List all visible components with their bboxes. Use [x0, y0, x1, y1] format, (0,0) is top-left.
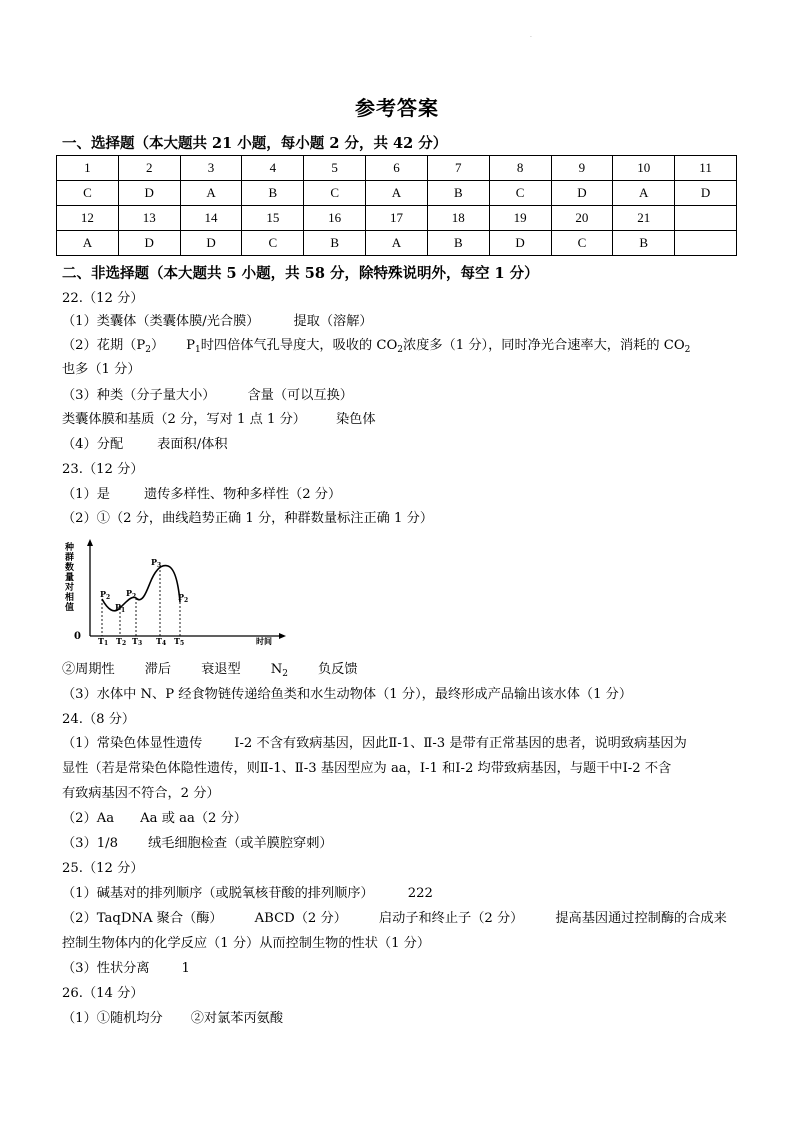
table-cell: D [551, 181, 613, 206]
point-label: $P_3$ [151, 557, 162, 569]
q22-l2b-text: 时四倍体气孔导度大，吸收的 CO [200, 338, 398, 353]
q22-l3a: （3）种类（分子量大小） [62, 388, 216, 403]
q26-l1a: （1）①随机均分 [62, 1011, 163, 1026]
q25-l4b: 1 [181, 961, 190, 976]
table-cell: 11 [675, 156, 737, 181]
table-row [57, 156, 737, 181]
table-cell: A [180, 181, 242, 206]
y-label-char: 相 [65, 593, 75, 603]
tick-label: T3 [132, 636, 143, 646]
tick-label: T4 [156, 636, 167, 646]
q24-header: 24.（8 分） [62, 712, 136, 727]
q22-l1b: 提取（溶解） [293, 314, 373, 329]
table-cell: A [57, 231, 119, 256]
y-label-char: 对 [65, 583, 75, 593]
q22-line5 [62, 436, 228, 454]
page-mark: · [530, 34, 532, 41]
q22-header: 22.（12 分） [62, 291, 144, 306]
q25-l2a: （2）TaqDNA 聚合（酶） [62, 911, 223, 926]
q24-line3: 有致病基因不符合，2 分） [62, 786, 220, 801]
table-cell: B [242, 181, 304, 206]
q26-line1 [62, 1010, 283, 1028]
q25-line1 [62, 885, 433, 903]
q25-l1b: 222 [407, 886, 433, 901]
q22-l1a: （1）类囊体（类囊体膜/光合膜） [62, 314, 260, 329]
q25-l4a: （3）性状分离 [62, 961, 150, 976]
q22-l4b: 染色体 [335, 412, 376, 427]
table-cell: 4 [242, 156, 304, 181]
table-cell: 16 [304, 206, 366, 231]
q24-line2: 显性（若是常染色体隐性遗传，则Ⅱ-1、Ⅱ-3 基因型应为 aa，Ⅰ-1 和Ⅰ-2 均带致病基因，与题干中Ⅰ-2 不含 [62, 761, 672, 776]
q22-l5b: 表面积/体积 [157, 437, 228, 452]
y-label-char: 种 [65, 543, 75, 553]
q22-l2c: 也多（1 分） [62, 362, 141, 377]
q23-line4: （3）水体中 N、P 经食物链传递给鱼类和水生动物体（1 分），最终形成产品输出该水体（1 分） [62, 687, 633, 702]
table-row [57, 181, 737, 206]
tick-label: T2 [116, 636, 127, 646]
q24-line1 [62, 735, 687, 753]
q23-line1 [62, 486, 341, 504]
table-cell: C [242, 231, 304, 256]
q25-l2c: 启动子和终止子（2 分） [378, 911, 524, 926]
population-curve [102, 566, 180, 611]
q23-l3d: N [270, 662, 283, 677]
y-label-char: 值 [65, 603, 75, 613]
origin-label: 0 [74, 631, 81, 642]
table-cell: C [304, 181, 366, 206]
q23-l3c: 衰退型 [201, 662, 241, 677]
table-cell: 7 [427, 156, 489, 181]
x-axis-label: 时间 [256, 636, 272, 646]
table-cell: 19 [489, 206, 551, 231]
y-axis-label [64, 541, 74, 613]
q25-l1a: （1）碱基对的排列顺序（或脱氧核苷酸的排列顺序） [62, 886, 374, 901]
q25-line2 [62, 910, 727, 928]
table-cell: A [366, 231, 428, 256]
q22-l2b-sub: 1 [195, 345, 201, 355]
table-cell: C [57, 181, 119, 206]
q24-line5 [62, 835, 333, 853]
q22-l2a-end: ） [150, 338, 165, 353]
section2-heading: 二、非选择题（本大题共 5 小题，共 58 分，除特殊说明外，每空 1 分） [62, 265, 539, 282]
point-label: $P_1$ [115, 602, 126, 614]
q24-l5a: （3）1/8 [62, 836, 118, 851]
y-label-char: 量 [65, 573, 75, 583]
table-cell: 21 [613, 206, 675, 231]
q23-line2: （2）①（2 分，曲线趋势正确 1 分，种群数量标注正确 1 分） [62, 511, 434, 526]
q24-l5b: 绒毛细胞检查（或羊膜腔穿刺） [148, 836, 333, 851]
q24-line4 [62, 810, 247, 828]
table-cell: 2 [118, 156, 180, 181]
table-cell: 20 [551, 206, 613, 231]
q24-l1b: Ⅰ-2 不含有致病基因，因此Ⅱ-1、Ⅱ-3 是带有正常基因的患者，说明致病基因为 [234, 736, 687, 751]
table-cell: 14 [180, 206, 242, 231]
q23-l3b: 滞后 [144, 662, 172, 677]
table-cell: B [427, 231, 489, 256]
table-row [57, 231, 737, 256]
point-label: $P_2$ [100, 589, 111, 601]
answer-table [56, 155, 737, 256]
table-cell [675, 206, 737, 231]
q22-l2b-p: P [186, 338, 195, 353]
q23-l3a: ②周期性 [62, 662, 115, 677]
table-cell: C [551, 231, 613, 256]
q23-header: 23.（12 分） [62, 462, 144, 477]
y-axis-arrow [87, 539, 93, 546]
table-cell: D [118, 181, 180, 206]
table-cell: B [304, 231, 366, 256]
q24-l4b: Aa 或 aa（2 分） [140, 811, 247, 826]
q26-header: 26.（14 分） [62, 986, 144, 1001]
q25-line3: 控制生物体内的化学反应（1 分）从而控制生物的性状（1 分） [62, 936, 431, 951]
table-cell: 13 [118, 206, 180, 231]
q22-l5a: （4）分配 [62, 437, 124, 452]
q22-l2a-sub: 2 [145, 345, 151, 355]
q22-line1 [62, 313, 373, 331]
table-cell: 12 [57, 206, 119, 231]
table-cell: D [118, 231, 180, 256]
table-cell: 17 [366, 206, 428, 231]
table-cell: 6 [366, 156, 428, 181]
q22-l2b-sub3: 2 [684, 345, 691, 355]
point-label: $P_2$ [178, 592, 189, 604]
q22-l2a: （2）花期（P [62, 338, 146, 353]
population-graph [60, 538, 295, 646]
x-axis-arrow [279, 633, 286, 639]
q22-line2 [62, 337, 690, 359]
table-cell: 1 [57, 156, 119, 181]
tick-label: T5 [174, 636, 185, 646]
table-cell: 18 [427, 206, 489, 231]
q26-l1b: ②对氯苯丙氨酸 [190, 1011, 284, 1026]
table-cell: 5 [304, 156, 366, 181]
q22-l2b-text2: 浓度多（1 分），同时净光合速率大，消耗的 CO [403, 338, 685, 353]
tick-label: T1 [98, 636, 109, 646]
q23-l1a: （1）是 [62, 487, 110, 502]
q22-l2b-sub2: 2 [397, 345, 403, 355]
q22-line3 [62, 387, 353, 405]
q25-header: 25.（12 分） [62, 861, 144, 876]
table-cell: D [675, 181, 737, 206]
table-cell: A [366, 181, 428, 206]
table-cell: 3 [180, 156, 242, 181]
q23-l1b: 遗传多样性、物种多样性（2 分） [143, 487, 342, 502]
q25-l2b: ABCD（2 分） [254, 911, 347, 926]
q22-l3b: 含量（可以互换） [247, 388, 353, 403]
table-cell: D [489, 231, 551, 256]
q23-l3e: 负反馈 [317, 662, 358, 677]
table-cell: 8 [489, 156, 551, 181]
q23-line3 [62, 661, 358, 683]
q22-l4a: 类囊体膜和基质（2 分，写对 1 点 1 分） [62, 412, 306, 427]
point-label: $P_2$ [126, 588, 137, 600]
q23-l3d-sub: 2 [282, 669, 288, 679]
q25-l2d: 提高基因通过控制酶的合成来 [555, 911, 727, 926]
table-cell: C [489, 181, 551, 206]
table-cell: 9 [551, 156, 613, 181]
q25-line4 [62, 960, 190, 978]
q22-line4 [62, 411, 376, 429]
table-cell [675, 231, 737, 256]
table-cell: B [613, 231, 675, 256]
y-label-char: 数 [65, 563, 75, 573]
table-row [57, 206, 737, 231]
q24-l1a: （1）常染色体显性遗传 [62, 736, 203, 751]
table-cell: 15 [242, 206, 304, 231]
table-cell: A [613, 181, 675, 206]
table-cell: B [427, 181, 489, 206]
page-title: 参考答案 [355, 96, 439, 120]
table-cell: D [180, 231, 242, 256]
section1-heading: 一、选择题（本大题共 21 小题，每小题 2 分，共 42 分） [62, 135, 448, 152]
table-cell: 10 [613, 156, 675, 181]
y-label-char: 群 [65, 553, 75, 563]
q24-l4a: （2）Aa [62, 811, 115, 826]
